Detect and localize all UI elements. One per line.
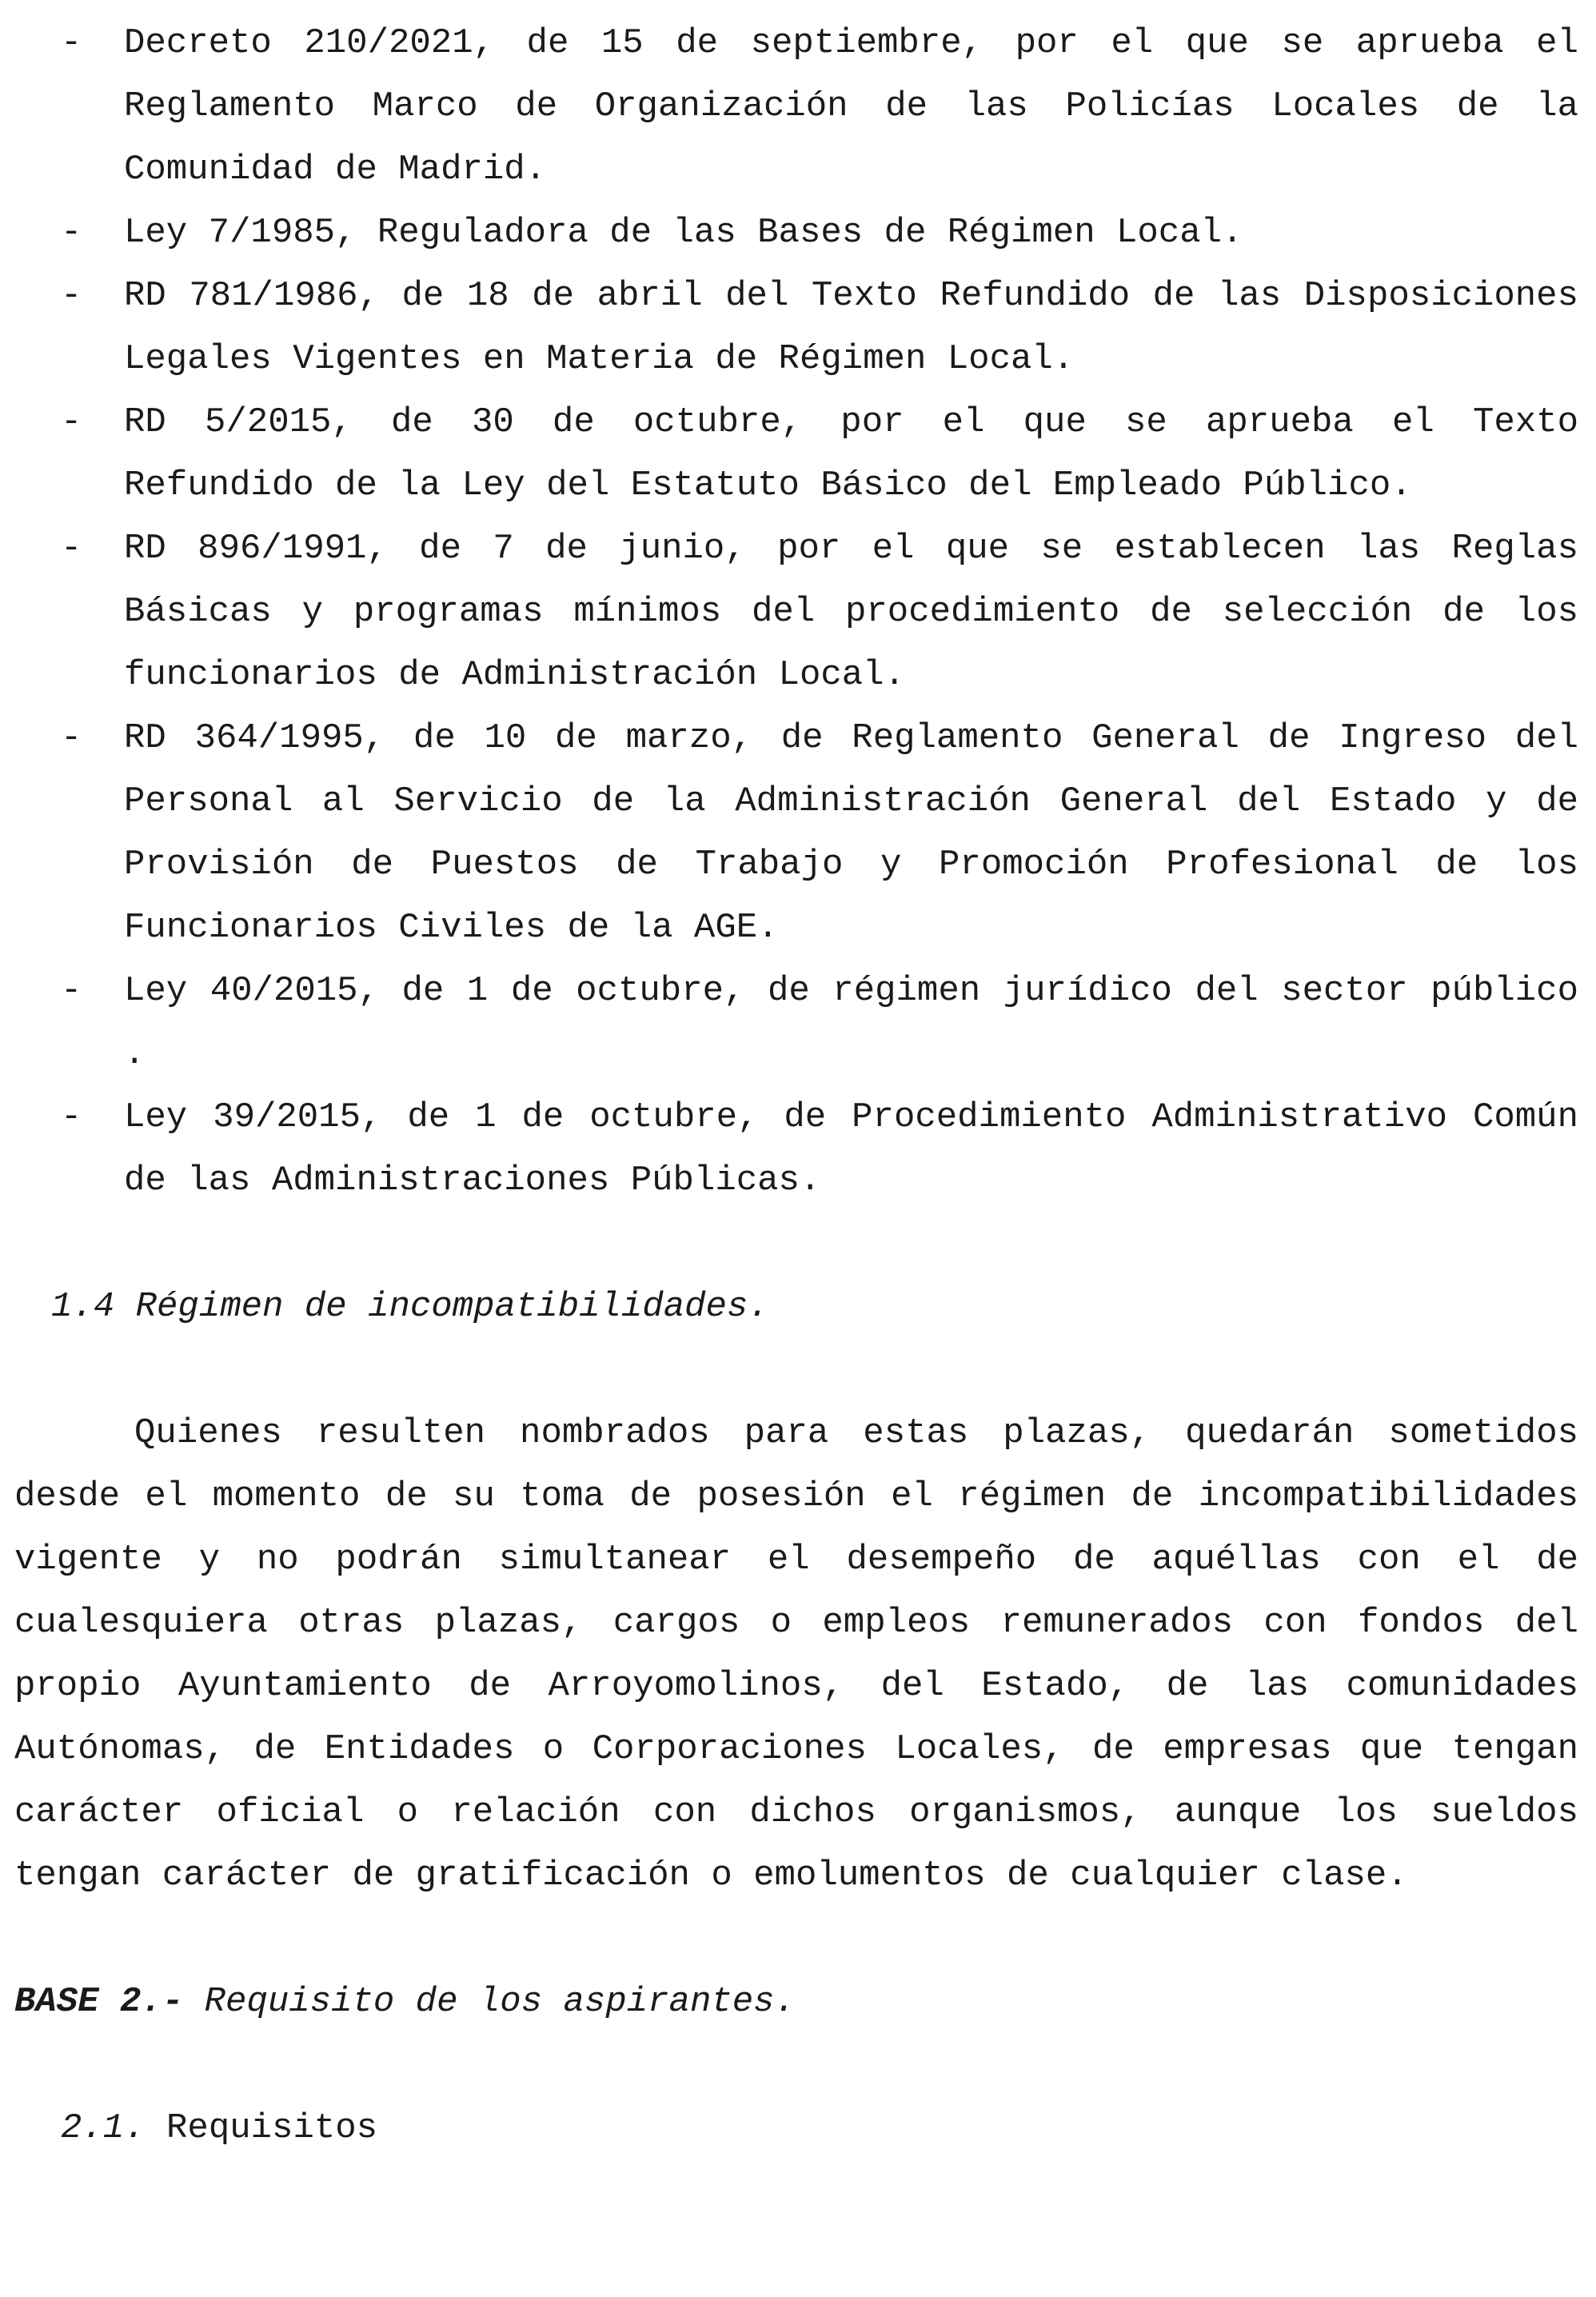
list-item-text: Ley 7/1985, Reguladora de las Bases de Régimen Local. [124, 213, 1243, 253]
list-item [0, 517, 1596, 707]
legislation-list [0, 12, 1596, 1212]
list-item-text: Ley 40/2015, de 1 de octubre, de régimen jurídico del sector público . [124, 971, 1578, 1074]
list-bullet: - [61, 529, 82, 569]
spacer [0, 1339, 1596, 1402]
list-bullet: - [61, 1097, 82, 1137]
spacer [0, 2034, 1596, 2097]
list-bullet: - [61, 402, 82, 442]
list-item [0, 202, 1596, 265]
list-bullet: - [61, 276, 82, 316]
list-bullet: - [61, 971, 82, 1011]
section-title: Requisitos [166, 2108, 378, 2148]
list-item-text: RD 5/2015, de 30 de octubre, por el que se aprueba el Texto Refundido de la Ley del Estatuto Básico del Empleado Público. [124, 402, 1578, 505]
list-item-text: Ley 39/2015, de 1 de octubre, de Procedimiento Administrativo Común de las Administraciones Públicas. [124, 1097, 1578, 1200]
list-item [0, 12, 1596, 202]
spacer [0, 1212, 1596, 1276]
list-item [0, 1086, 1596, 1212]
base-2-heading [0, 1971, 1596, 2034]
list-item-text: RD 364/1995, de 10 de marzo, de Reglamento General de Ingreso del Personal al Servicio de la Administración General del Estado y de Provisión de Puestos de Trabajo y Promoción Profesional de los Funcionarios Civiles de la AGE. [124, 718, 1578, 948]
section-heading-incompatibilities: 1.4 Régimen de incompatibilidades. [51, 1287, 769, 1327]
list-item-text: Decreto 210/2021, de 15 de septiembre, por el que se aprueba el Reglamento Marco de Organización de las Policías Locales de la Comunidad de Madrid. [124, 23, 1578, 190]
list-item-text: RD 781/1986, de 18 de abril del Texto Refundido de las Disposiciones Legales Vigentes en Materia de Régimen Local. [124, 276, 1578, 379]
base-2-title: Requisito de los aspirantes. [204, 1982, 796, 2022]
list-item-text: RD 896/1991, de 7 de junio, por el que se establecen las Reglas Básicas y programas mínimos del procedimiento de selección de los funcionarios de Administración Local. [124, 529, 1578, 695]
spacer [0, 1908, 1596, 1971]
list-item [0, 391, 1596, 517]
list-bullet: - [61, 23, 82, 63]
list-item [0, 265, 1596, 391]
list-bullet: - [61, 718, 82, 758]
list-item [0, 707, 1596, 960]
document-page [0, 12, 1596, 2160]
section-number: 2.1. [61, 2108, 146, 2148]
list-bullet: - [61, 213, 82, 253]
incompatibilities-paragraph: Quienes resulten nombrados para estas plazas, quedarán sometidos desde el momento de su toma de posesión el régimen de incompatibilidades vigente y no podrán simultanear el desempeño de aquéllas con el de cualesquiera otras plazas, cargos o empleos remunerados con fondos del propio Ayuntamiento de Arroyomolinos, del Estado, de las comunidades Autónomas, de Entidades o Corporaciones Locales, de empresas que tengan carácter oficial o relación con dichos organismos, aunque los sueldos tengan carácter de gratificación o emolumentos de cualquier clase. [14, 1413, 1578, 1896]
section-heading-requirements [0, 2097, 1596, 2160]
base-2-label: BASE 2.- [14, 1982, 184, 2022]
list-item [0, 960, 1596, 1086]
